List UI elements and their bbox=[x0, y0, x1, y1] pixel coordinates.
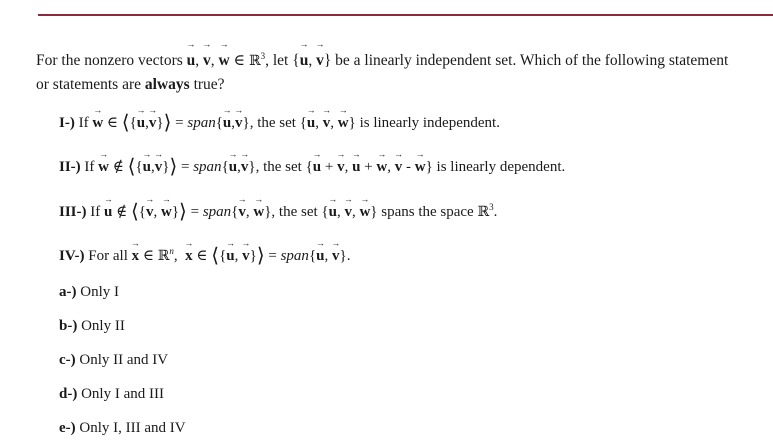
option-text: Only I bbox=[80, 284, 119, 300]
option-label: e-) bbox=[59, 420, 76, 436]
top-rule bbox=[38, 14, 773, 16]
option-a[interactable] bbox=[59, 284, 119, 301]
statement-text: , the set bbox=[249, 115, 296, 131]
statement-text: is linearly independent. bbox=[359, 115, 500, 131]
option-text: Only II and IV bbox=[79, 352, 169, 368]
statement-2: II-) If → w ∉ ⟨{→ u,→ v}⟩ = span{→ u,→ v}, the set {→ u + → v, → u + → w, → v - → w} is linearly dependent. bbox=[59, 154, 565, 179]
statement-text: , the set bbox=[271, 204, 318, 220]
stem-text-cont: be a linearly independent set. Which of the following statement or statements are bbox=[36, 52, 729, 94]
option-label: c-) bbox=[59, 352, 76, 368]
option-b[interactable] bbox=[59, 318, 125, 335]
statement-text: If bbox=[90, 204, 101, 220]
option-text: Only I and III bbox=[81, 386, 164, 402]
stem-emphasis: always bbox=[144, 76, 190, 94]
stem-text-end: true? bbox=[193, 76, 225, 94]
statement-text: If bbox=[78, 115, 89, 131]
option-text: Only II bbox=[81, 318, 125, 334]
statement-label: II-) bbox=[59, 159, 81, 175]
statement-text: spans the space bbox=[381, 204, 474, 220]
option-e[interactable] bbox=[59, 420, 186, 437]
question-stem: For the nonzero vectors → u, → v, → w ∈ ℝ$^3$, let {→ u, → v} be a linearly independent set. Which of the following statement or statements are always true? bbox=[36, 45, 736, 96]
statement-text: , the set bbox=[255, 159, 302, 175]
stem-text-let: let bbox=[272, 52, 289, 70]
stem-text: For the nonzero vectors bbox=[36, 52, 183, 70]
statement-3: III-) If → u ∉ ⟨{→ v, → w}⟩ = span{→ v, → w}, the set {→ u, → v, → w} spans the space ℝ$^3$. bbox=[59, 199, 497, 224]
statement-label: I-) bbox=[59, 115, 75, 131]
option-text: Only I, III and IV bbox=[79, 420, 186, 436]
option-label: b-) bbox=[59, 318, 78, 334]
statement-text: is linearly dependent. bbox=[436, 159, 566, 175]
statement-label: III-) bbox=[59, 204, 87, 220]
statement-4: IV-) For all → x ∈ ℝ$^n$, → x ∈ ⟨{→ u, → v}⟩ = span{→ u, → v}. bbox=[59, 243, 350, 268]
statement-label: IV-) bbox=[59, 248, 85, 264]
statement-text: If bbox=[84, 159, 95, 175]
option-label: a-) bbox=[59, 284, 77, 300]
statement-text: . bbox=[346, 248, 351, 264]
option-c[interactable] bbox=[59, 352, 168, 369]
option-label: d-) bbox=[59, 386, 78, 402]
statement-text: For all bbox=[88, 248, 128, 264]
option-d[interactable] bbox=[59, 386, 164, 403]
statement-1: I-) If → w ∈ ⟨{→ u,→ v}⟩ = span{→ u,→ v}, the set {→ u, → v, → w} is linearly independent. bbox=[59, 110, 500, 135]
